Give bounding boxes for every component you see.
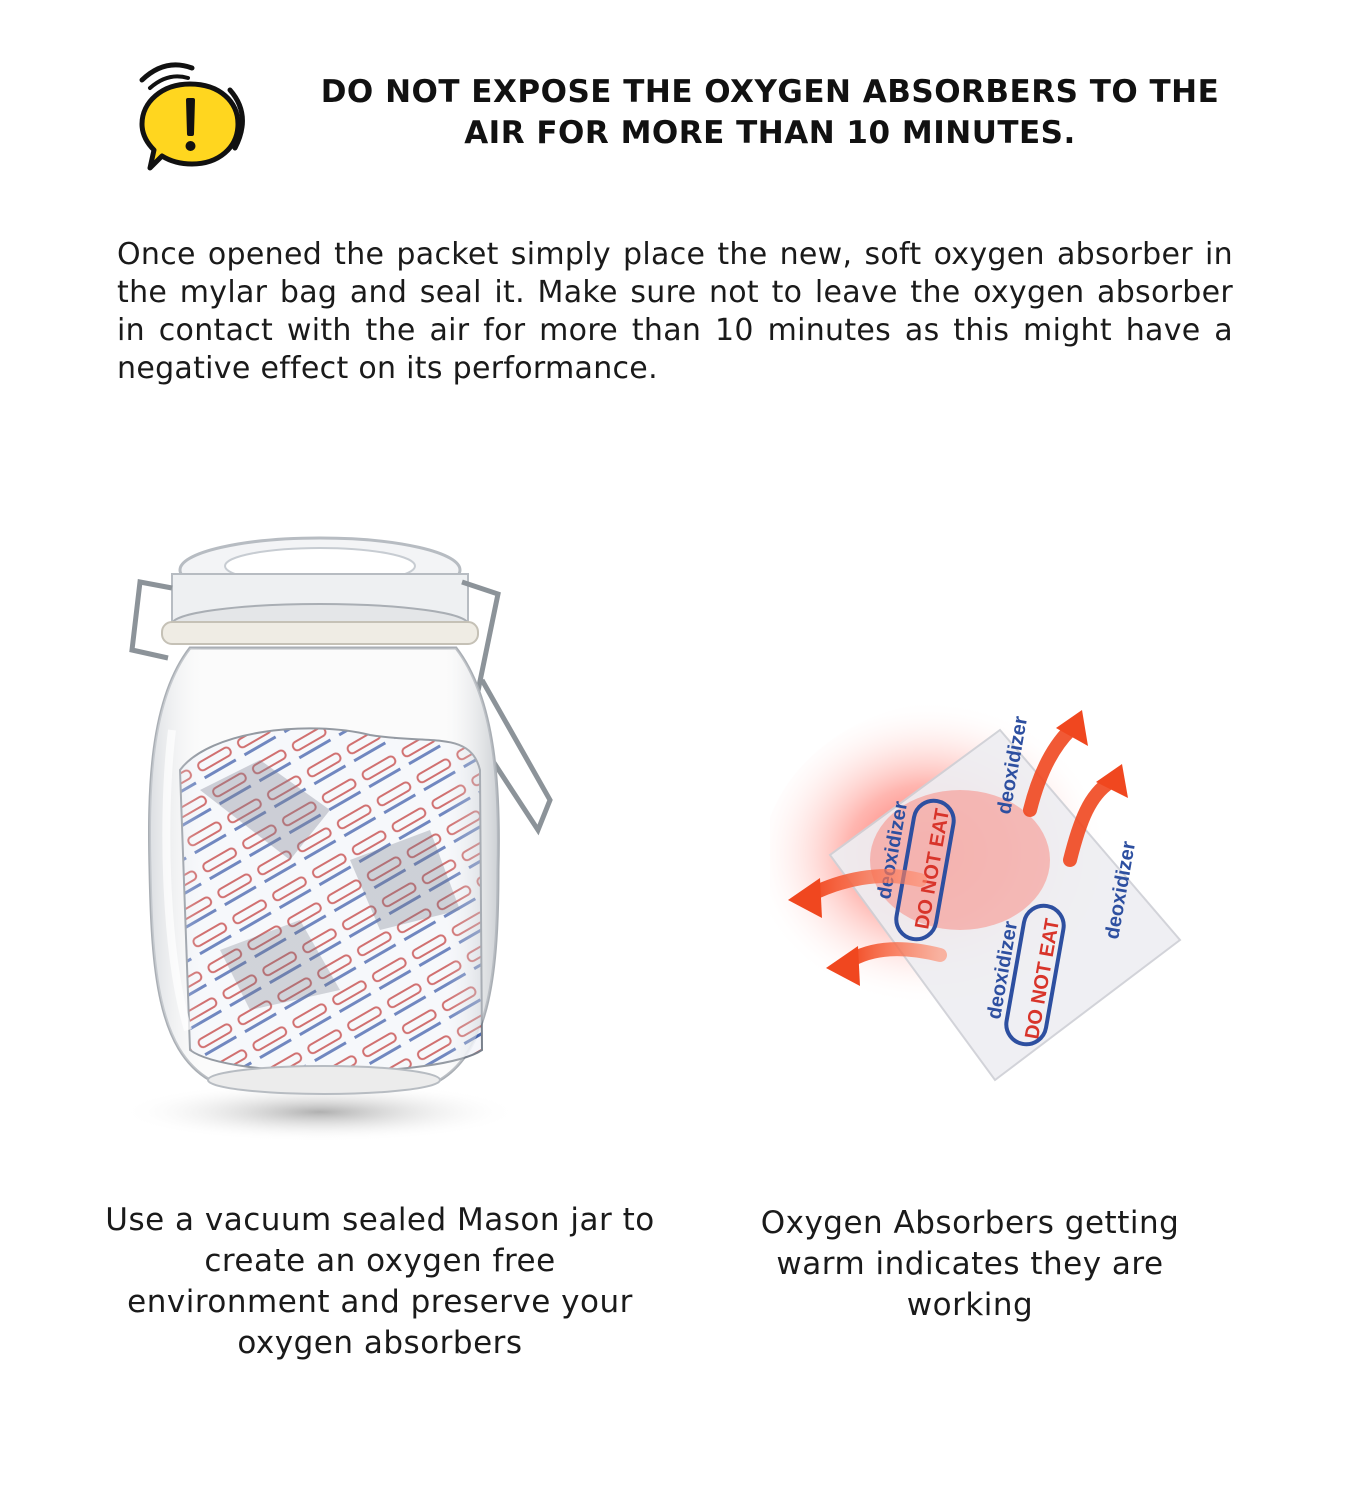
packet-warning-label-1: DO NOT EAT (911, 807, 955, 931)
warning-headline (300, 72, 1240, 154)
packet-warning-label-2: DO NOT EAT (1021, 917, 1065, 1041)
packet-brand-label-3: deoxidizer (993, 714, 1033, 816)
packet-caption: Oxygen Absorbers getting warm indicates they are working (760, 1205, 1180, 1323)
headline-line-2: AIR FOR MORE THAN 10 MINUTES. (464, 115, 1076, 151)
instructions-paragraph: Once opened the packet simply place the new, soft oxygen absorber in the mylar bag and seal it. Make sure not to leave the oxygen absorber in contact with the air for more than 10 minutes as this might have a negative effect on its performance. (117, 237, 1233, 386)
headline-line-1: DO NOT EXPOSE THE OXYGEN ABSORBERS TO THE (320, 74, 1220, 110)
jar-caption: Use a vacuum sealed Mason jar to create an oxygen free environment and preserve your oxygen absorbers (105, 1202, 655, 1361)
packet-brand-label-1: deoxidizer (873, 799, 913, 901)
mason-jar-image (110, 530, 570, 1170)
warning-exclamation-icon (130, 60, 260, 175)
warm-packet-image (770, 690, 1220, 1120)
packet-brand-label-4: deoxidizer (1101, 839, 1141, 941)
packet-brand-label-2: deoxidizer (983, 919, 1023, 1021)
